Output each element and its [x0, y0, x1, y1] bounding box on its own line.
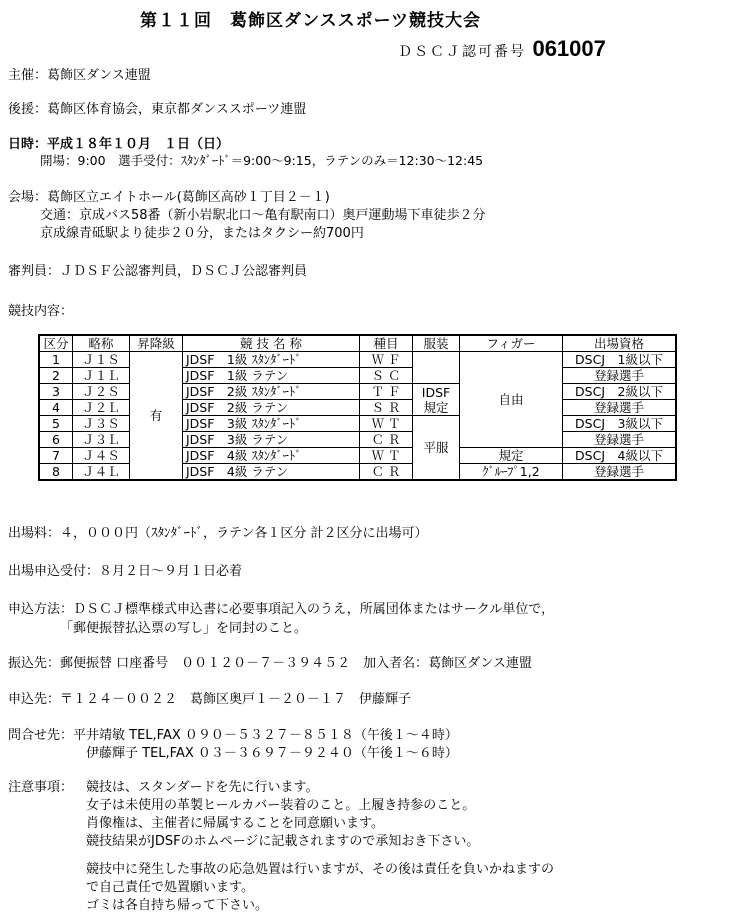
- promotion-cell: 有: [130, 352, 183, 481]
- row-abbr: Ｊ２Ｌ: [73, 400, 130, 416]
- note-item: 肖像権は、主催者に帰属することを同意願います。: [86, 816, 384, 831]
- dress-plain-cell: 平服: [413, 416, 460, 481]
- header-cell: 服装: [413, 335, 460, 352]
- row-name: JDSF 1級 ｽﾀﾝﾀﾞｰﾄﾞ: [183, 352, 360, 368]
- permit-value: 061007: [532, 36, 606, 61]
- method-line-1: 申込方法：ＤＳＣＪ標準様式申込書に必要事項記入のうえ，所属団体またはサークル単位で，: [8, 602, 555, 617]
- note-item: 競技中に発生した事故の応急処置は行いますが、その後は責任を負いかねますの: [86, 862, 555, 877]
- note-item: ゴミは各自持ち帰って下さい。: [86, 898, 269, 913]
- row-name: JDSF 1級 ラテン: [183, 368, 360, 384]
- dress-idsf-rule: 規定: [423, 399, 449, 415]
- qualification-a: DSCJ 1級以下: [563, 352, 677, 368]
- row-abbr: Ｊ１Ｓ: [73, 352, 130, 368]
- figure-rule-2: ｸﾞﾙｰﾌﾟ1,2: [460, 464, 563, 481]
- row-abbr: Ｊ１Ｌ: [73, 368, 130, 384]
- row-name: JDSF 3級 ｽﾀﾝﾀﾞｰﾄﾞ: [183, 416, 360, 432]
- venue-line: 会場：葛飾区立エイトホール(葛飾区高砂１丁目２－１): [8, 190, 330, 205]
- note-item: 競技結果がJDSFのホムページに記載されますので承知おき下さい。: [86, 834, 480, 849]
- organizer: 主催：葛飾区ダンス連盟: [8, 68, 151, 83]
- dress-idsf: IDSF: [421, 384, 451, 400]
- competition-table: [38, 334, 677, 481]
- row-no: 8: [39, 464, 73, 481]
- qualification-a: DSCJ 3級以下: [563, 416, 677, 432]
- row-abbr: Ｊ３Ｓ: [73, 416, 130, 432]
- header-cell: 昇降級: [130, 335, 183, 352]
- header-cell: 略称: [73, 335, 130, 352]
- row-no: 2: [39, 368, 73, 384]
- row-no: 6: [39, 432, 73, 448]
- venue-access-2: 京成線青砥駅より徒歩２０分，またはタクシー約700円: [40, 226, 364, 241]
- row-event: Ｓ Ｃ: [360, 368, 413, 384]
- row-event: Ｗ Ｔ: [360, 416, 413, 432]
- header-cell: 区分: [39, 335, 73, 352]
- qualification-b: 登録選手: [563, 464, 677, 481]
- header-cell: 種目: [360, 335, 413, 352]
- row-abbr: Ｊ４Ｓ: [73, 448, 130, 464]
- qualification-b: 登録選手: [563, 400, 677, 416]
- venue-access-1: 交通：京成バス58番（新小岩駅北口〜亀有駅南口）奥戸運動場下車徒歩２分: [40, 208, 486, 223]
- note-item: 競技は、スタンダードを先に行います。: [86, 780, 319, 795]
- fee: 出場料：４，０００円（ｽﾀﾝﾀﾞｰﾄﾞ，ラテン各１区分 計２区分に出場可）: [8, 526, 428, 541]
- permit-number: [398, 36, 606, 62]
- contact-line-1: 問合せ先：平井靖敏 TEL,FAX ０９０－５３２７－８５１８（午後１〜４時）: [8, 728, 458, 743]
- notes-label: 注意事項：: [8, 780, 74, 795]
- judges: 審判員：ＪＤＳＦ公認審判員，ＤＳＣＪ公認審判員: [8, 264, 308, 279]
- header-cell: 競 技 名 称: [183, 335, 360, 352]
- header-cell: 出場資格: [563, 335, 677, 352]
- row-no: 4: [39, 400, 73, 416]
- deadline: 出場申込受付：８月２日〜９月１日必着: [8, 564, 243, 579]
- row-abbr: Ｊ２Ｓ: [73, 384, 130, 400]
- row-event: Ｗ Ｔ: [360, 448, 413, 464]
- row-name: JDSF 2級 ｽﾀﾝﾀﾞｰﾄﾞ: [183, 384, 360, 400]
- row-name: JDSF 2級 ラテン: [183, 400, 360, 416]
- page-title: 第１１回 葛飾区ダンススポーツ競技大会: [140, 11, 481, 31]
- row-event: Ｓ Ｒ: [360, 400, 413, 416]
- row-no: 1: [39, 352, 73, 368]
- row-name: JDSF 4級 ラテン: [183, 464, 360, 481]
- row-abbr: Ｊ４Ｌ: [73, 464, 130, 481]
- note-item: で自己責任で処置願います。: [86, 880, 254, 895]
- row-no: 5: [39, 416, 73, 432]
- qualification-b: 登録選手: [563, 368, 677, 384]
- row-event: Ｔ Ｆ: [360, 384, 413, 400]
- row-name: JDSF 4級 ｽﾀﾝﾀﾞｰﾄﾞ: [183, 448, 360, 464]
- row-event: Ｗ Ｆ: [360, 352, 413, 368]
- dress-idsf-cell: [413, 384, 460, 416]
- date-line: 日時：平成１８年１０月 １日（日）: [8, 137, 230, 152]
- row-no: 3: [39, 384, 73, 400]
- figure-rule-1: 規定: [460, 448, 563, 464]
- dress-cell: [413, 352, 460, 384]
- row-no: 7: [39, 448, 73, 464]
- row-event: Ｃ Ｒ: [360, 464, 413, 481]
- qualification-b: 登録選手: [563, 432, 677, 448]
- row-abbr: Ｊ３Ｌ: [73, 432, 130, 448]
- qualification-a: DSCJ 2級以下: [563, 384, 677, 400]
- note-item: 女子は未使用の革製ヒールカバー装着のこと。上履き持参のこと。: [86, 798, 476, 813]
- row-name: JDSF 3級 ラテン: [183, 432, 360, 448]
- header-cell: フィガー: [460, 335, 563, 352]
- method-line-2: 「郵便振替払込票の写し」を同封のこと。: [60, 621, 308, 636]
- permit-label: ＤＳＣＪ認可番号: [398, 44, 526, 60]
- content-label: 競技内容：: [8, 304, 74, 319]
- address: 申込先：〒１２４－００２２ 葛飾区奥戸１－２０－１７ 伊藤輝子: [8, 692, 412, 707]
- sponsor: 後援：葛飾区体育協会，東京都ダンススポーツ連盟: [8, 102, 307, 117]
- row-event: Ｃ Ｒ: [360, 432, 413, 448]
- table-header-row: [39, 335, 676, 352]
- contact-line-2: 伊藤輝子 TEL,FAX ０３－３６９７－９２４０（午後１〜６時）: [86, 746, 458, 761]
- table-row: [39, 352, 676, 368]
- transfer: 振込先：郵便振替 口座番号 ００１２０－７－３９４５２ 加入者名：葛飾区ダンス連盟: [8, 656, 532, 671]
- date-detail: 開場：9:00 選手受付：ｽﾀﾝﾀﾞｰﾄﾞ＝9:00〜9:15，ラテンのみ＝12:30〜12:45: [40, 153, 484, 168]
- qualification-a: DSCJ 4級以下: [563, 448, 677, 464]
- figure-free-cell: 自由: [460, 352, 563, 448]
